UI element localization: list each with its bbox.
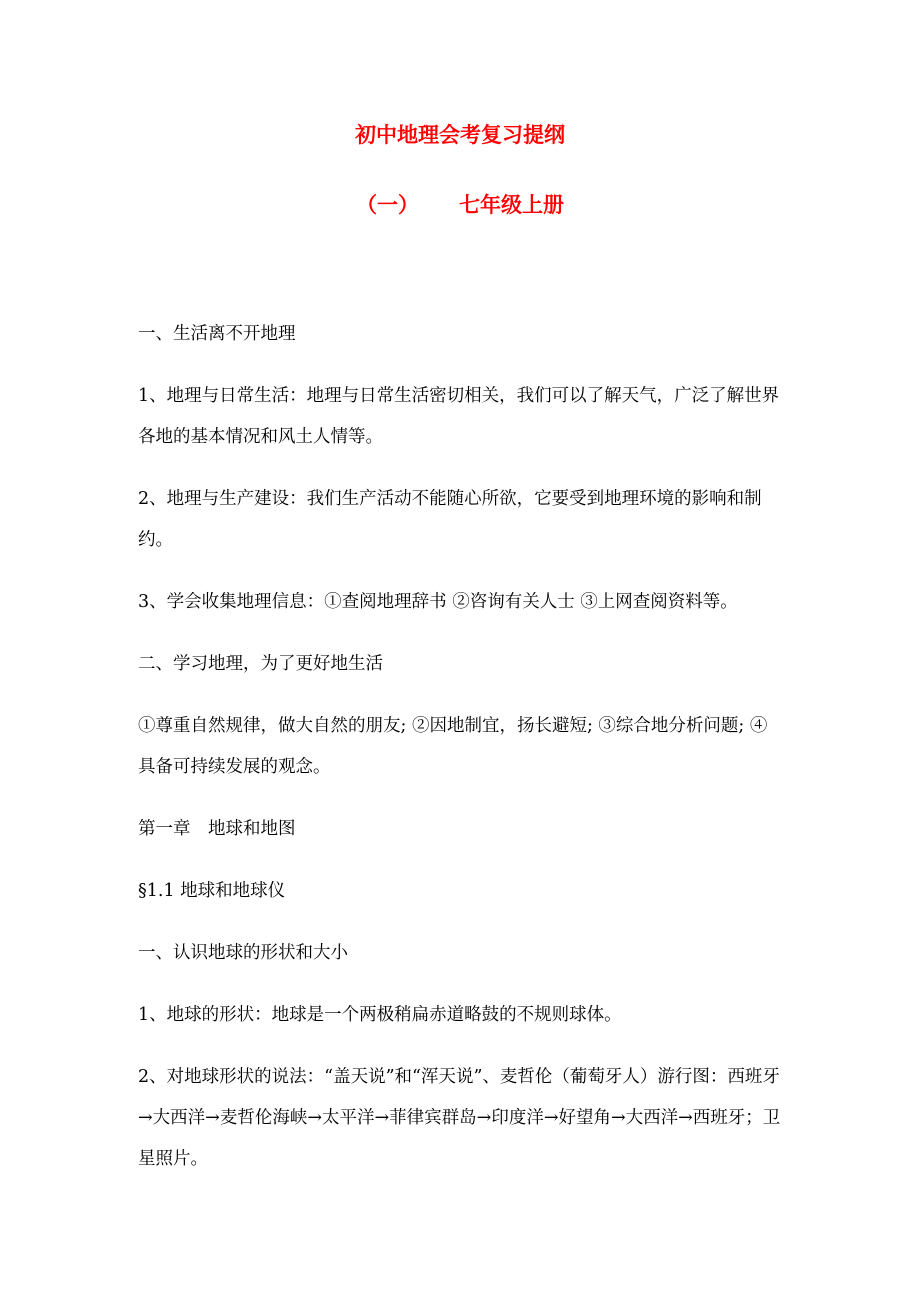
section-heading-study-geography: 二、学习地理，为了更好地生活 — [138, 654, 383, 674]
chapter-heading: 第一章 地球和地图 — [138, 819, 296, 839]
document-subtitle — [0, 192, 920, 218]
paragraph-daily-life: 1、地理与日常生活：地理与日常生活密切相关，我们可以了解天气，广泛了解世界各地的基本情况和风土人情等。 — [138, 386, 780, 447]
document-title: 初中地理会考复习提纲 — [355, 122, 565, 147]
section-heading-globe: §1.1 地球和地球仪 — [138, 881, 286, 901]
section-heading-life-geography: 一、生活离不开地理 — [138, 324, 296, 344]
subtitle-volume-number: （一） — [356, 192, 419, 217]
paragraph-collect-info: 3、学会收集地理信息：①查阅地理辞书 ②咨询有关人士 ③上网查阅资料等。 — [138, 592, 738, 612]
paragraph-production: 2、地理与生产建设：我们生产活动不能随心所欲，它要受到地理环境的影响和制约。 — [138, 489, 762, 550]
document-body — [138, 314, 782, 1201]
paragraph-shape-theories: 2、对地球形状的说法：“盖天说”和“浑天说”、麦哲伦（葡萄牙人）游行图：西班牙→大西洋→麦哲伦海峡→太平洋→菲律宾群岛→印度洋→好望角→大西洋→西班牙；卫星照片。 — [138, 1067, 781, 1169]
paragraph-earth-shape: 1、地球的形状：地球是一个两极稍扁赤道略鼓的不规则球体。 — [138, 1005, 622, 1025]
paragraph-principles: ①尊重自然规律，做大自然的朋友; ②因地制宜，扬长避短; ③综合地分析问题; ④具备可持续发展的观念。 — [138, 716, 768, 777]
subtitle-grade-label: 七年级上册 — [459, 192, 564, 217]
subsection-heading-shape-size: 一、认识地球的形状和大小 — [138, 943, 348, 963]
